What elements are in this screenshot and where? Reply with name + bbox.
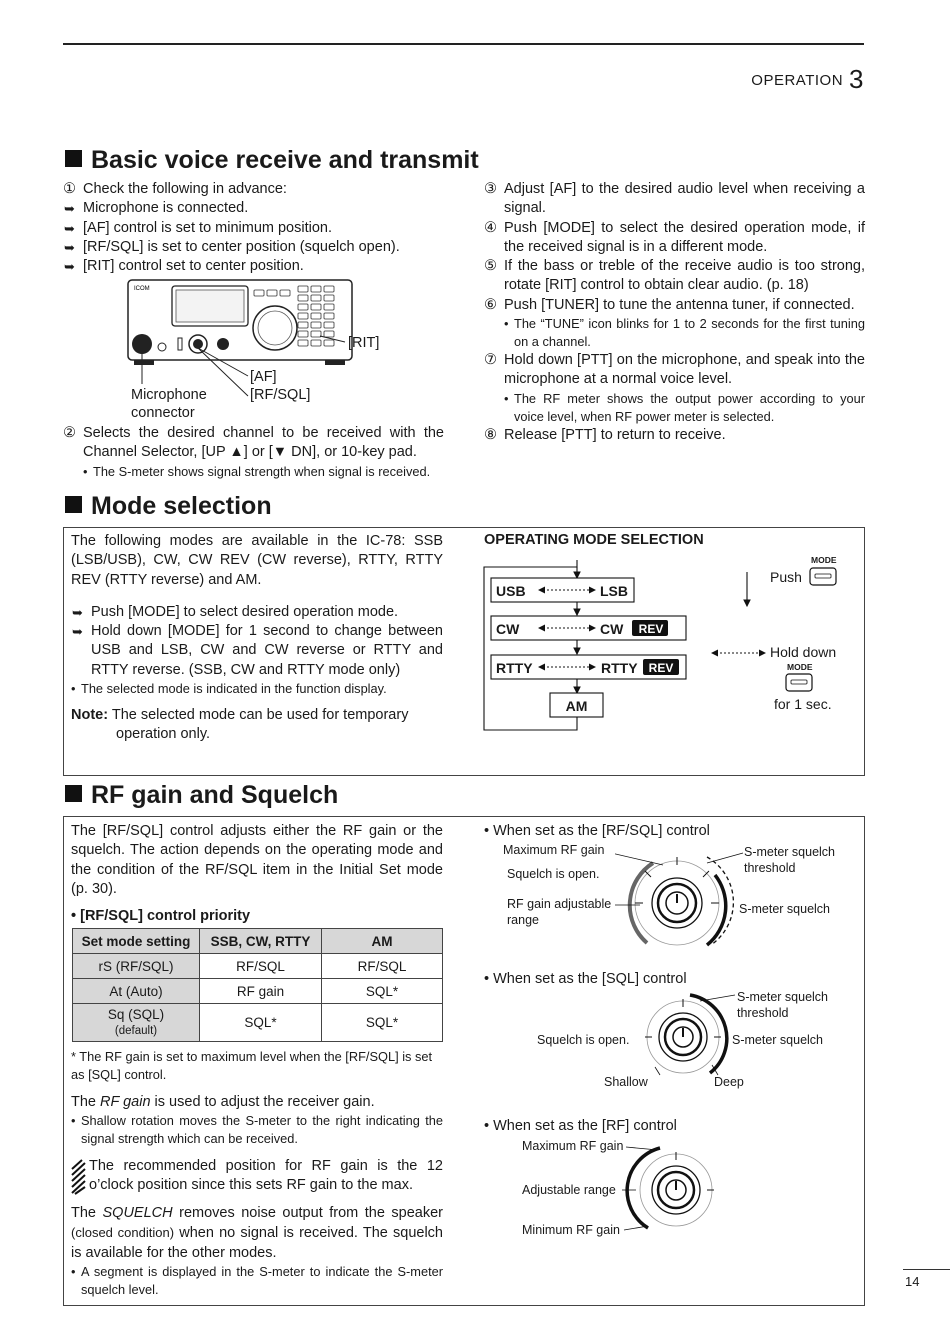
action-text: Push [MODE] to select desired operation mode. [91,603,399,620]
rf-text-column [71,822,443,926]
label-shallow: Shallow [604,1075,648,1089]
knob-title-text: When set as the [SQL] control [493,971,687,987]
table-header: SSB, CW, RTTY [200,929,322,954]
note-text: The RF meter shows the output power according to your voice level, when RF power meter is selected. [514,390,865,424]
step-text: Check the following in advance: [83,181,287,197]
bullet-text: A segment is displayed in the S-meter to indicate the S-meter squelch level. [81,1263,443,1297]
sql-knob-diagram [630,985,740,1080]
step-text: Hold down [PTT] on the microphone, and speak into the microphone at a normal voice level. [504,352,865,388]
label-af: [AF] [250,369,277,385]
rev-badge: REV [648,661,674,675]
arrow-icon: ➥ [64,220,75,236]
knob-title-text: When set as the [RF/SQL] control [493,823,710,839]
check-item [63,257,448,276]
table-cell: RF gain [200,979,322,1004]
table-cell: SQL* [322,1004,443,1042]
arrow-icon: ➥ [64,201,75,217]
note-label: Note: [71,707,109,724]
knob3-title: • When set as the [RF] control [484,1118,677,1134]
section-title-rf [65,781,338,810]
step-7 [484,351,865,390]
text-run-small: (closed condition) [71,1225,175,1241]
mode-cw: CW [496,621,520,637]
mode-lsb: LSB [600,583,628,599]
bullet-icon: • [504,316,509,332]
mode-text-column [71,532,443,745]
bullet-icon: • [504,390,509,406]
note-text: The S-meter shows signal strength when signal is received. [93,463,431,479]
step-2 [63,424,444,463]
chapter-header [751,64,864,95]
bullet-icon: • [83,463,88,479]
step-3 [484,180,865,219]
knob1-title: • When set as the [RF/SQL] control [484,823,710,839]
s1-left-column [63,180,448,276]
knob2-title: • When set as the [SQL] control [484,971,687,987]
priority-heading-text: [RF/SQL] control priority [80,908,251,925]
rf-gain-bullet [71,1112,443,1148]
rf-intro: The [RF/SQL] control adjusts either the RF gain or the squelch. The action depends on the operating mode and the condition of the RF/SQL item in the Initial Set mode (p. 30). [71,823,443,897]
step-number: ⑦ [484,352,497,369]
step-8 [484,426,865,445]
note-text-1: The selected mode can be used for temporary [111,707,409,724]
table-row [73,1004,443,1042]
rf-gain-term: RF gain [100,1094,151,1110]
icom-logo: ICOM [134,286,150,292]
mode-intro: The following modes are available in the IC-78: SSB (LSB/USB), CW, CW REV (CW reverse), RTTY, RTTY REV (RTTY reverse) and AM. [71,533,443,588]
rf-knob-diagram [620,1140,730,1240]
check-text: Microphone is connected. [83,200,249,217]
check-text: [AF] control is set to minimum position. [83,219,332,236]
rf-gain-paragraph [71,1093,443,1148]
table-header-row [73,929,443,954]
table-cell: At (Auto) [73,979,200,1004]
rf-gain-line [71,1093,443,1112]
text-run: The [71,1094,101,1110]
mode-action-1 [71,603,443,622]
bullet-text: The selected mode is indicated in the function display. [81,681,387,697]
label-min-rf-gain: Minimum RF gain [522,1223,620,1237]
table-header: Set mode setting [73,929,200,954]
label-connector: connector [131,405,195,421]
label-smeter-thr-2: threshold [744,861,796,875]
label-rf-range-1: RF gain adjustable [507,897,612,911]
table-cell: SQL* [322,979,443,1004]
mode-bullet [71,680,443,698]
step-1 [63,180,448,199]
s1-right-column [484,180,865,445]
step-2-note [83,463,444,481]
knob-title-text: When set as the [RF] control [493,1118,677,1134]
step-5 [484,257,865,296]
bullet-icon: • [71,681,76,697]
section-label: OPERATION [751,72,844,89]
step-text: Selects the desired channel to be received with the Channel Selector, [UP ▲] or [▼ DN], or 10-key pad. [83,425,444,461]
step-text: Push [MODE] to select the desired operation mode, if the received signal is in a different mode. [504,219,865,255]
push-label: Push [770,569,802,585]
step-text: Adjust [AF] to the desired audio level when receiving a signal. [504,181,865,217]
cell-subtext: (default) [114,1024,158,1037]
mode-am: AM [565,698,588,714]
s1-left-step2 [63,424,444,481]
table-cell: RF/SQL [200,954,322,979]
step-number: ⑤ [484,258,497,275]
step-number: ② [63,425,76,441]
hold-down-label: Hold down [770,644,837,660]
label-adjustable-range: Adjustable range [522,1183,616,1197]
rf-tip [71,1157,443,1196]
arrow-icon: ➥ [64,239,75,255]
mode-diagram-title: OPERATING MODE SELECTION [484,532,704,548]
mode-key-label: MODE [811,555,837,565]
mode-rtty: RTTY [496,660,533,676]
label-smeter-squelch: S-meter squelch [732,1033,824,1047]
table-header: AM [322,929,443,954]
label-rf-range-2: range [507,913,539,927]
arrow-icon: ➥ [72,604,83,620]
page-number-rule [903,1269,950,1270]
mode-rtty-rev: RTTY [601,660,638,676]
section-title-text: Basic voice receive and transmit [91,146,479,174]
step-6-note [504,315,865,351]
step-6 [484,296,865,315]
label-smeter-thr-2: threshold [737,1006,789,1020]
label-rfsql: [RF/SQL] [250,387,311,403]
section-title-voice [65,146,479,175]
square-bullet-icon [65,496,82,513]
squelch-term: SQUELCH [102,1205,173,1221]
step-number: ③ [484,181,497,197]
check-text: [RF/SQL] is set to center position (squelch open). [83,238,400,255]
table-cell: rS (RF/SQL) [73,954,200,979]
mode-note [71,706,443,725]
mode-key-label: MODE [787,662,813,672]
squelch-paragraph [71,1204,443,1299]
text-run: when no signal is received. The squelch is available for the other modes. [71,1225,443,1261]
mode-action-2 [71,622,443,680]
label-max-rf-gain: Maximum RF gain [503,843,605,857]
bullet-icon: • [71,1263,76,1279]
rfsql-knob-diagram [615,845,745,960]
table-row [73,954,443,979]
section-title-text: RF gain and Squelch [91,781,339,809]
label-squelch-open: Squelch is open. [537,1033,630,1047]
step-text: Release [PTT] to return to receive. [504,426,726,443]
page-number: 14 [905,1274,920,1289]
table-cell: SQL* [200,1004,322,1042]
mode-cw-rev: CW [600,621,624,637]
label-rit: [RIT] [348,335,380,351]
bullet-text: Shallow rotation moves the S-meter to the right indicating the signal strength which can be received. [81,1113,443,1147]
tip-hatch-icon [71,1159,87,1195]
priority-heading: • [RF/SQL] control priority [71,908,251,925]
priority-table [72,928,443,1042]
step-4 [484,219,865,258]
table-cell: RF/SQL [322,954,443,979]
note-text: The “TUNE” icon blinks for 1 to 2 seconds for the first tuning on a channel. [514,316,865,350]
step-number: ④ [484,219,497,236]
text-run: The [71,1205,103,1221]
bullet-icon: • [71,1113,76,1129]
text-run: is used to adjust the receiver gain. [150,1094,375,1110]
label-squelch-open: Squelch is open. [507,867,600,881]
step-number: ⑥ [484,296,497,313]
header-rule [63,43,864,45]
check-item [63,219,448,238]
step-text: If the bass or treble of the receive audio is too strong, rotate [RIT] control to obtain clear audio. (p. 18) [504,258,865,294]
label-deep: Deep [714,1075,744,1089]
check-text: [RIT] control set to center position. [83,258,304,275]
section-title-mode [65,492,272,521]
table-row [73,979,443,1004]
step-7-note [504,390,865,426]
label-max-rf-gain: Maximum RF gain [522,1139,624,1153]
note-text-2: operation only. [116,726,211,743]
arrow-icon: ➥ [72,624,83,640]
mode-usb: USB [496,583,526,599]
table-footnote: * The RF gain is set to maximum level when the [RF/SQL] is set as [SQL] control. [71,1049,433,1082]
action-text: Hold down [MODE] for 1 second to change between USB and LSB, CW and CW reverse or RTTY and RTTY reverse. (SSB, CW and RTTY mode only) [91,623,443,678]
step-number: ① [63,181,76,197]
table-cell [73,1004,200,1042]
step-number: ⑧ [484,426,497,443]
label-smeter-thr-1: S-meter squelch [744,845,836,859]
step-text: Push [TUNER] to tune the antenna tuner, if connected. [504,296,855,313]
rev-badge: REV [638,622,664,636]
label-smeter-thr-1: S-meter squelch [737,990,829,1004]
label-smeter-squelch: S-meter squelch [739,902,831,916]
tip-text: The recommended position for RF gain is the 12 o’clock position since this sets RF gain to the max. [89,1158,443,1194]
square-bullet-icon [65,150,82,167]
square-bullet-icon [65,785,82,802]
squelch-bullet [71,1263,443,1299]
check-item [63,238,448,257]
chapter-number: 3 [849,64,864,94]
cell-text: Sq (SQL) [107,1006,165,1022]
check-item [63,199,448,218]
section-title-text: Mode selection [91,492,272,520]
text-run: removes noise output from the speaker [172,1205,443,1221]
for-1-sec-label: for 1 sec. [774,696,832,712]
arrow-icon: ➥ [64,259,75,275]
label-microphone: Microphone [131,387,207,403]
